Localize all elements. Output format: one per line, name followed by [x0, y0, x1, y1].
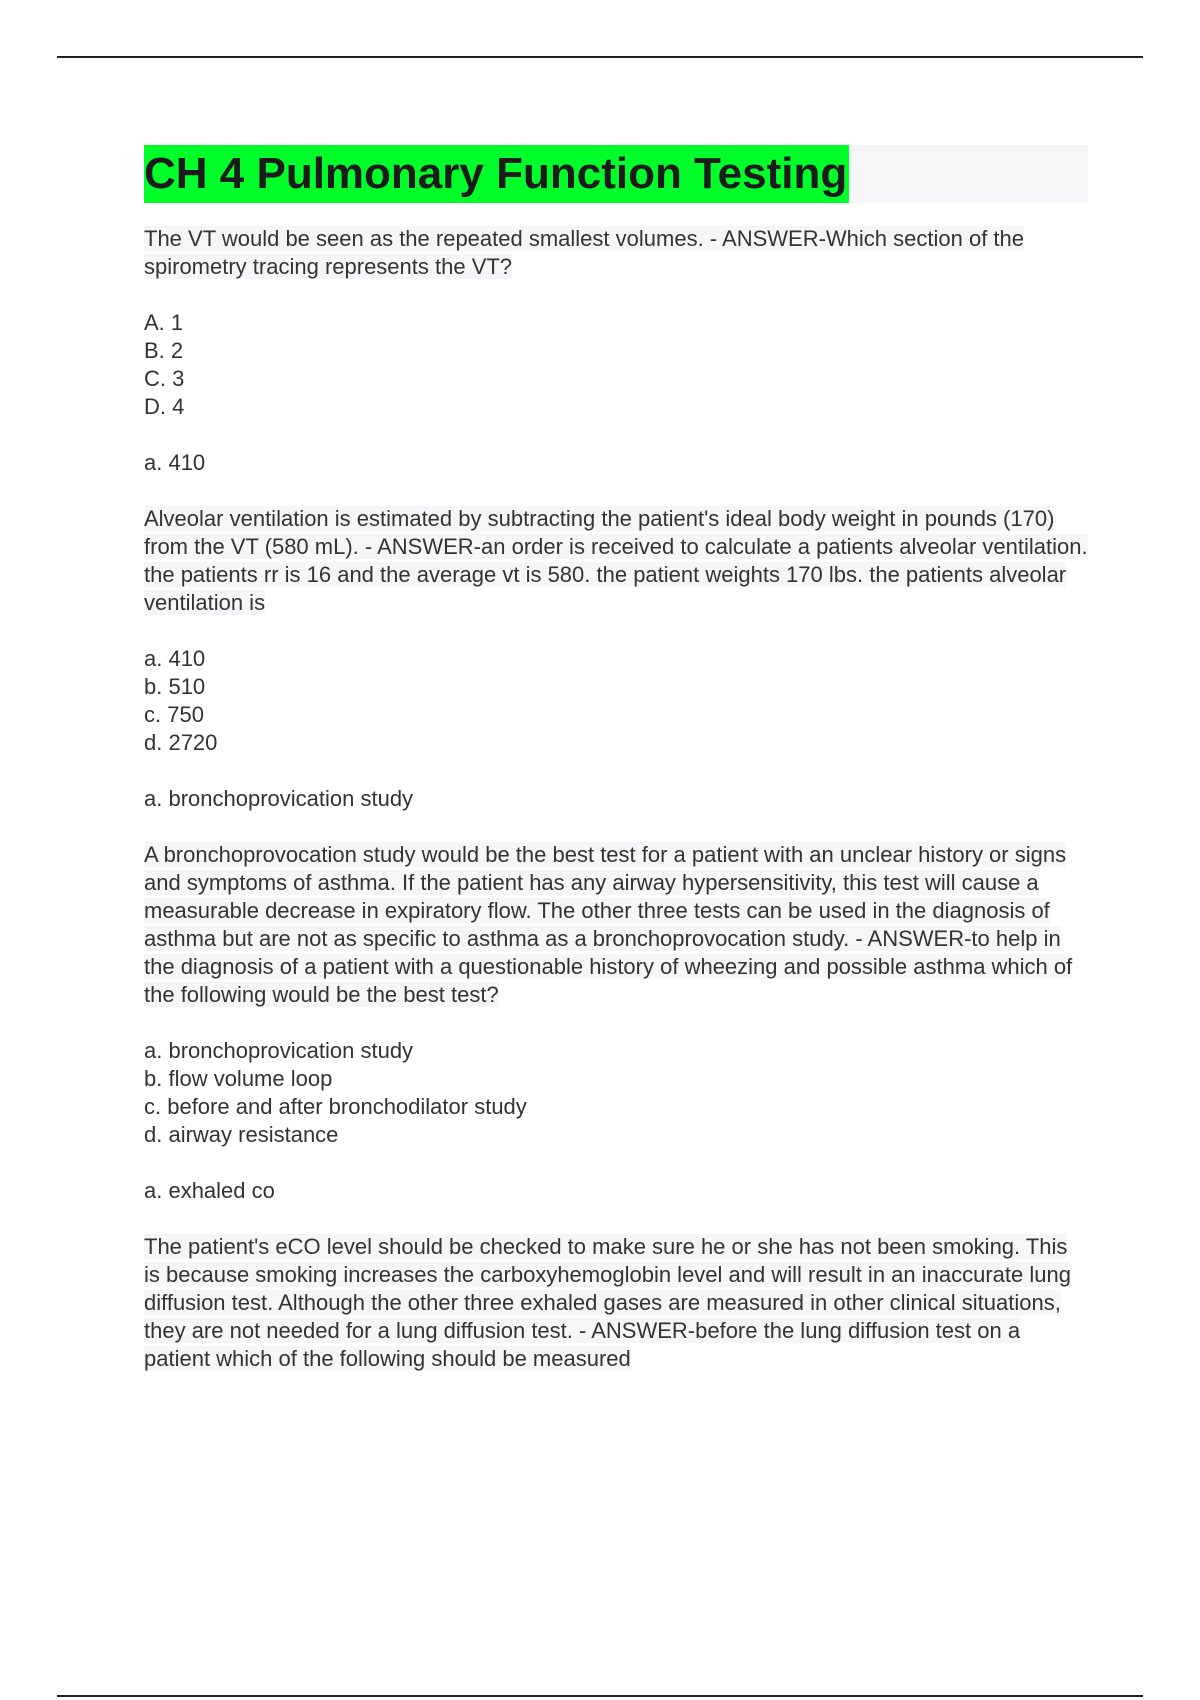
question-3-text: A bronchoprovocation study would be the best test for a patient with an unclear history or signs and symptoms of asthma. If the patient has any airway hypersensitivity, this test will cause a measurable decrease in expiratory flow. The other three tests can be used in the diagnosis of asthma but are not as specific to asthma as a bronchoprovocation study. - ANSWER-to help in the diagnosis of a patient with a questionable history of wheezing and possible asthma which of the following would be the best test?	[144, 842, 1073, 1007]
question-2-options	[144, 645, 1088, 757]
question-1-options	[144, 309, 1088, 421]
bottom-divider	[57, 1695, 1143, 1697]
document-body	[144, 145, 1088, 1401]
option: d. 2720	[144, 730, 218, 755]
option: b. 510	[144, 674, 206, 699]
question-1-answer: a. 410	[144, 450, 206, 475]
question-1-text: The VT would be seen as the repeated smallest volumes. - ANSWER-Which section of the spirometry tracing represents the VT?	[144, 226, 1024, 279]
question-2-text: Alveolar ventilation is estimated by subtracting the patient's ideal body weight in pounds (170) from the VT (580 mL). - ANSWER-an order is received to calculate a patients alveolar ventilation. the patients rr is 16 and the average vt is 580. the patient weights 170 lbs. the patients alveolar ventilation is	[144, 506, 1088, 615]
page-title: CH 4 Pulmonary Function Testing	[144, 145, 849, 203]
option: B. 2	[144, 338, 184, 363]
option: d. airway resistance	[144, 1122, 339, 1147]
top-divider	[57, 56, 1143, 58]
question-3-options	[144, 1037, 1088, 1149]
option: C. 3	[144, 366, 185, 391]
question-3-answer: a. exhaled co	[144, 1178, 275, 1203]
question-2-answer: a. bronchoprovication study	[144, 786, 414, 811]
option: c. 750	[144, 702, 204, 727]
option: c. before and after bronchodilator study	[144, 1094, 527, 1119]
question-4-text: The patient's eCO level should be checked to make sure he or she has not been smoking. This is because smoking increases the carboxyhemoglobin level and will result in an inaccurate lung diffusion test. Although the other three exhaled gases are measured in other clinical situations, they are not needed for a lung diffusion test. - ANSWER-before the lung diffusion test on a patient which of the following should be measured	[144, 1234, 1071, 1371]
option: D. 4	[144, 394, 185, 419]
option: a. 410	[144, 646, 206, 671]
option: A. 1	[144, 310, 184, 335]
title-row	[144, 145, 1088, 203]
option: b. flow volume loop	[144, 1066, 333, 1091]
option: a. bronchoprovication study	[144, 1038, 414, 1063]
